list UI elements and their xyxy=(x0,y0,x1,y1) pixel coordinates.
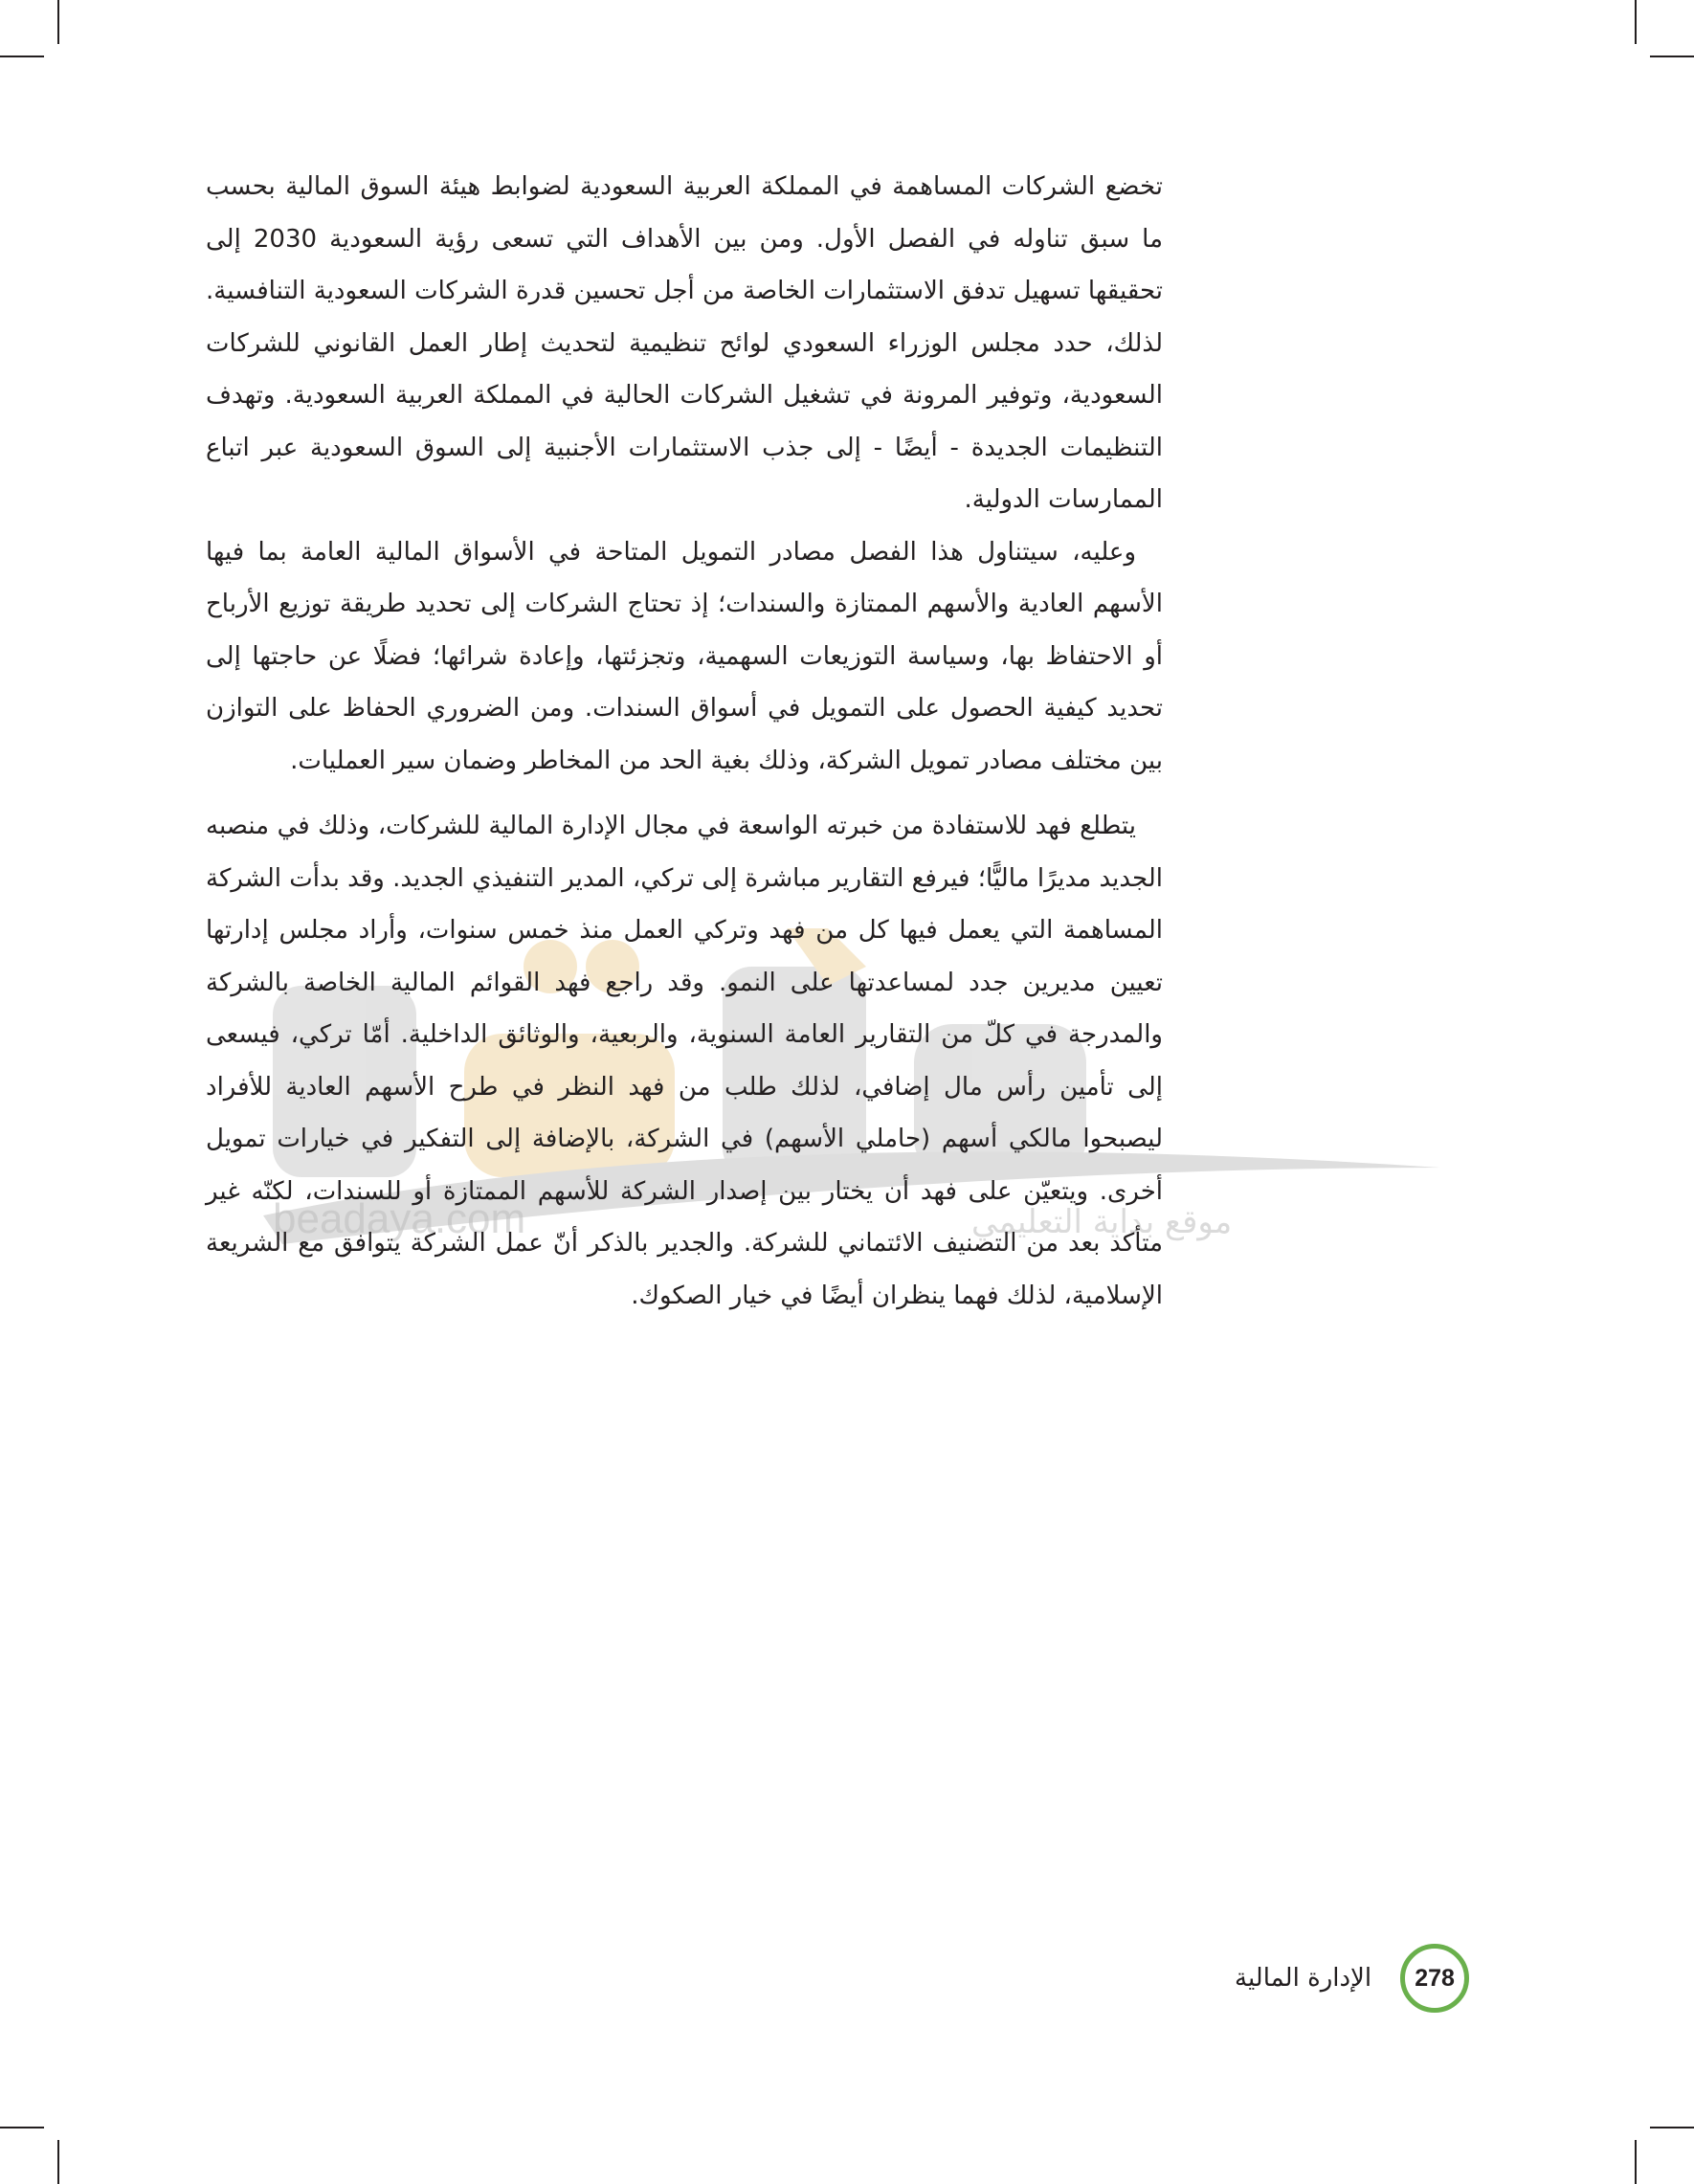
watermark-arabic: موقع بداية التعليمي xyxy=(971,1203,1233,1241)
crop-mark-top-left-horizontal xyxy=(0,56,44,57)
paragraph-case-study: يتطلع فهد للاستفادة من خبرته الواسعة في مجال الإدارة المالية للشركات، وذلك في منصبه الجديد مديرًا ماليًّا؛ فيرفع التقارير مباشرة إلى تركي، المدير التنفيذي الجديد. وقد بدأت الشركة المساهمة التي يعمل فيها كل من فهد وتركي العمل منذ خمس سنوات، وأراد مجلس إدارتها تعيين مديرين جدد لمساعدتها على النمو. وقد راجع فهد القوائم المالية الخاصة بالشركة والمدرجة في كلّ من التقارير العامة السنوية، والربعية، والوثائق الداخلية. أمّا تركي، فيسعى إلى تأمين رأس مال إضافي، لذلك طلب من فهد النظر في طرح الأسهم العادية للأفراد ليصبحوا مالكي أسهم (حاملي الأسهم) في الشركة، بالإضافة إلى التفكير في خيارات تمويل أخرى. ويتعيّن على فهد أن يختار بين إصدار الشركة للأسهم الممتازة أو للسندات، لكنّه غير متأكد بعد من التصنيف الائتماني للشركة. والجدير بالذكر أنّ عمل الشركة يتوافق مع الشريعة الإسلامية، لذلك فهما ينظران أيضًا في خيار الصكوك. xyxy=(206,812,1163,1310)
crop-mark-top-left-vertical xyxy=(57,0,59,44)
crop-mark-top-right-horizontal xyxy=(1650,56,1694,57)
crop-mark-bottom-right-horizontal xyxy=(1650,2127,1694,2128)
page-footer xyxy=(1235,1943,1469,2014)
crop-mark-top-right-vertical xyxy=(1635,0,1637,44)
crop-mark-bottom-right-vertical xyxy=(1635,2140,1637,2184)
paragraph-intro: تخضع الشركات المساهمة في المملكة العربية السعودية لضوابط هيئة السوق المالية بحسب ما سبق تناوله في الفصل الأول. ومن بين الأهداف التي تسعى رؤية السعودية 2030 إلى تحقيقها تسهيل تدفق الاستثمارات الخاصة من أجل تحسين قدرة الشركات السعودية التنافسية. لذلك، حدد مجلس الوزراء السعودي لوائح تنظيمية لتحديث إطار العمل القانوني للشركات السعودية، وتوفير المرونة في تشغيل الشركات الحالية في المملكة العربية السعودية. وتهدف التنظيمات الجديدة - أيضًا - إلى جذب الاستثمارات الأجنبية إلى السوق السعودية عبر اتباع الممارسات الدولية. xyxy=(206,172,1163,514)
crop-mark-bottom-left-vertical xyxy=(57,2140,59,2184)
footer-book-title: الإدارة المالية xyxy=(1235,1964,1372,1993)
page-number-badge: 278 xyxy=(1400,1944,1469,2013)
watermark-latin: beadaya.com xyxy=(273,1195,526,1242)
crop-mark-bottom-left-horizontal xyxy=(0,2127,44,2128)
paragraph-chapter-overview: وعليه، سيتناول هذا الفصل مصادر التمويل المتاحة في الأسواق المالية العامة بما فيها الأسهم العادية والأسهم الممتازة والسندات؛ إذ تحتاج الشركات إلى تحديد طريقة توزيع الأرباح أو الاحتفاظ بها، وسياسة التوزيعات السهمية، وتجزئتها، وإعادة شرائها؛ فضلًا عن حاجتها إلى تحديد كيفية الحصول على التمويل في أسواق السندات. ومن الضروري الحفاظ على التوازن بين مختلف مصادر تمويل الشركة، وذلك بغية الحد من المخاطر وضمان سير العمليات. xyxy=(206,537,1163,775)
body-text xyxy=(206,161,1163,1322)
